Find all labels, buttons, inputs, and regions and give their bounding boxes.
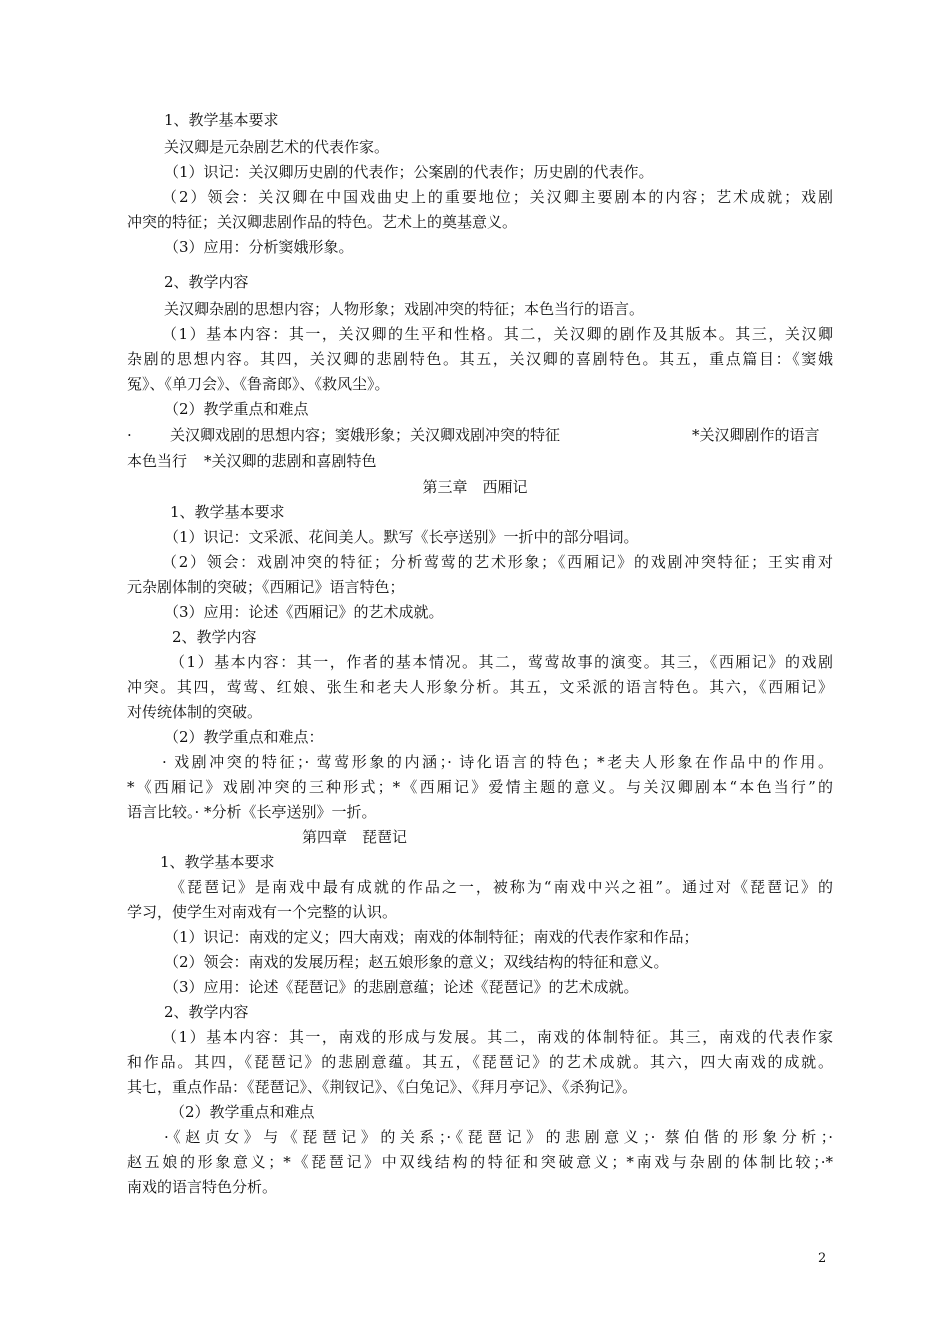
paragraph-line: ·《赵贞女》与《琵琶记》的关系；·《琵琶记》的悲剧意义；· 蔡伯偕的形象分析；· [164, 1128, 833, 1146]
paragraph-line: · 戏剧冲突的特征；· 莺莺形象的内涵；· 诗化语言的特色；*老夫人形象在作品中的作用。 [162, 753, 833, 771]
section-heading: 1、教学基本要求 [164, 111, 279, 129]
paragraph-line: 学习，使学生对南戏有一个完整的认识。 [127, 903, 398, 921]
paragraph-line: （1）识记：南戏的定义；四大南戏；南戏的体制特征；南戏的代表作家和作品； [164, 928, 699, 946]
paragraph-line: （2）领会：关汉卿在中国戏曲史上的重要地位；关汉卿主要剧本的内容；艺术成就；戏剧 [162, 188, 833, 206]
paragraph-line: 杂剧的思想内容。其四，关汉卿的悲剧特色。其五，关汉卿的喜剧特色。其五，重点篇目：《窦娥 [127, 350, 833, 368]
paragraph-line: （1）基本内容：其一，南戏的形成与发展。其二，南戏的体制特征。其三，南戏的代表作家 [162, 1028, 833, 1046]
paragraph-line: （1）识记：关汉卿历史剧的代表作；公案剧的代表作；历史剧的代表作。 [164, 163, 654, 181]
paragraph-line: *关汉卿的悲剧和喜剧特色 [204, 452, 377, 470]
chapter-title: 第四章 琵琶记 [302, 828, 408, 846]
paragraph-line: （2）领会：南戏的发展历程；赵五娘形象的意义；双线结构的特征和意义。 [164, 953, 669, 971]
paragraph-line: 和作品。其四，《琵琶记》的悲剧意蕴。其五，《琵琶记》的艺术成就。其六，四大南戏的成就。 [127, 1053, 833, 1071]
section-heading: 2、教学内容 [164, 1003, 249, 1021]
section-heading: 1、教学基本要求 [170, 503, 285, 521]
paragraph-line: 冤》、《单刀会》、《鲁斋郎》、《救风尘》。 [127, 375, 390, 393]
paragraph-line: （3）应用：论述《西厢记》的艺术成就。 [164, 603, 444, 621]
paragraph-line: （3）应用：分析窦娥形象。 [164, 238, 354, 256]
paragraph-line: 《琵琶记》是南戏中最有成就的作品之一，被称为“南戏中兴之祖”。通过对《琵琶记》的 [170, 878, 833, 896]
paragraph-line: 南戏的语言特色分析。 [127, 1178, 278, 1196]
paragraph-line: 本色当行 [127, 452, 188, 470]
paragraph-line: （1）基本内容：其一，作者的基本情况。其二，莺莺故事的演变。其三，《西厢记》的戏剧 [170, 653, 833, 671]
paragraph-line: 元杂剧体制的突破；《西厢记》语言特色； [127, 578, 405, 596]
section-heading: （2）教学重点和难点： [164, 728, 324, 746]
section-heading: （2）教学重点和难点 [164, 400, 309, 418]
page-number: 2 [818, 1251, 827, 1266]
paragraph-line: （1）基本内容：其一，关汉卿的生平和性格。其二，关汉卿的剧作及其版本。其三，关汉卿 [162, 325, 833, 343]
paragraph-line: （3）应用：论述《琵琶记》的悲剧意蕴；论述《琵琶记》的艺术成就。 [164, 978, 639, 996]
paragraph-line: 关汉卿杂剧的思想内容；人物形象；戏剧冲突的特征；本色当行的语言。 [164, 300, 645, 318]
paragraph-line: （1）识记：文采派、花间美人。默写《长亭送别》一折中的部分唱词。 [164, 528, 639, 546]
section-heading: 2、教学内容 [164, 273, 249, 291]
paragraph-line: *《西厢记》戏剧冲突的三种形式；*《西厢记》爱情主题的意义。与关汉卿剧本“本色当行”的 [127, 778, 833, 796]
chapter-title: 第三章 西厢记 [422, 478, 528, 496]
paragraph-line: 关汉卿戏剧的思想内容；窦娥形象；关汉卿戏剧冲突的特征 [170, 426, 561, 444]
paragraph-line: 冲突的特征；关汉卿悲剧作品的特色。艺术上的奠基意义。 [127, 213, 518, 231]
section-heading: 2、教学内容 [172, 628, 257, 646]
section-heading: （2）教学重点和难点 [170, 1103, 315, 1121]
paragraph-line: （2）领会：戏剧冲突的特征；分析莺莺的艺术形象；《西厢记》的戏剧冲突特征；王实甫对 [162, 553, 833, 571]
paragraph-line: *关汉卿剧作的语言 [692, 426, 820, 444]
section-heading: 1、教学基本要求 [160, 853, 275, 871]
paragraph-line: 对传统体制的突破。 [127, 703, 263, 721]
paragraph-line: 冲突。其四，莺莺、红娘、张生和老夫人形象分析。其五，文采派的语言特色。其六，《西厢记》 [127, 678, 833, 696]
paragraph-line: 语言比较。· *分析《长亭送别》一折。 [127, 803, 377, 821]
bullet-mark: · [127, 426, 132, 444]
paragraph-line: 关汉卿是元杂剧艺术的代表作家。 [164, 138, 390, 156]
paragraph-line: 赵五娘的形象意义；*《琵琶记》中双线结构的特征和突破意义；*南戏与杂剧的体制比较；·* [127, 1153, 833, 1171]
paragraph-line: 其七，重点作品：《琵琶记》、《荆钗记》、《白兔记》、《拜月亭记》、《杀狗记》。 [127, 1078, 638, 1096]
